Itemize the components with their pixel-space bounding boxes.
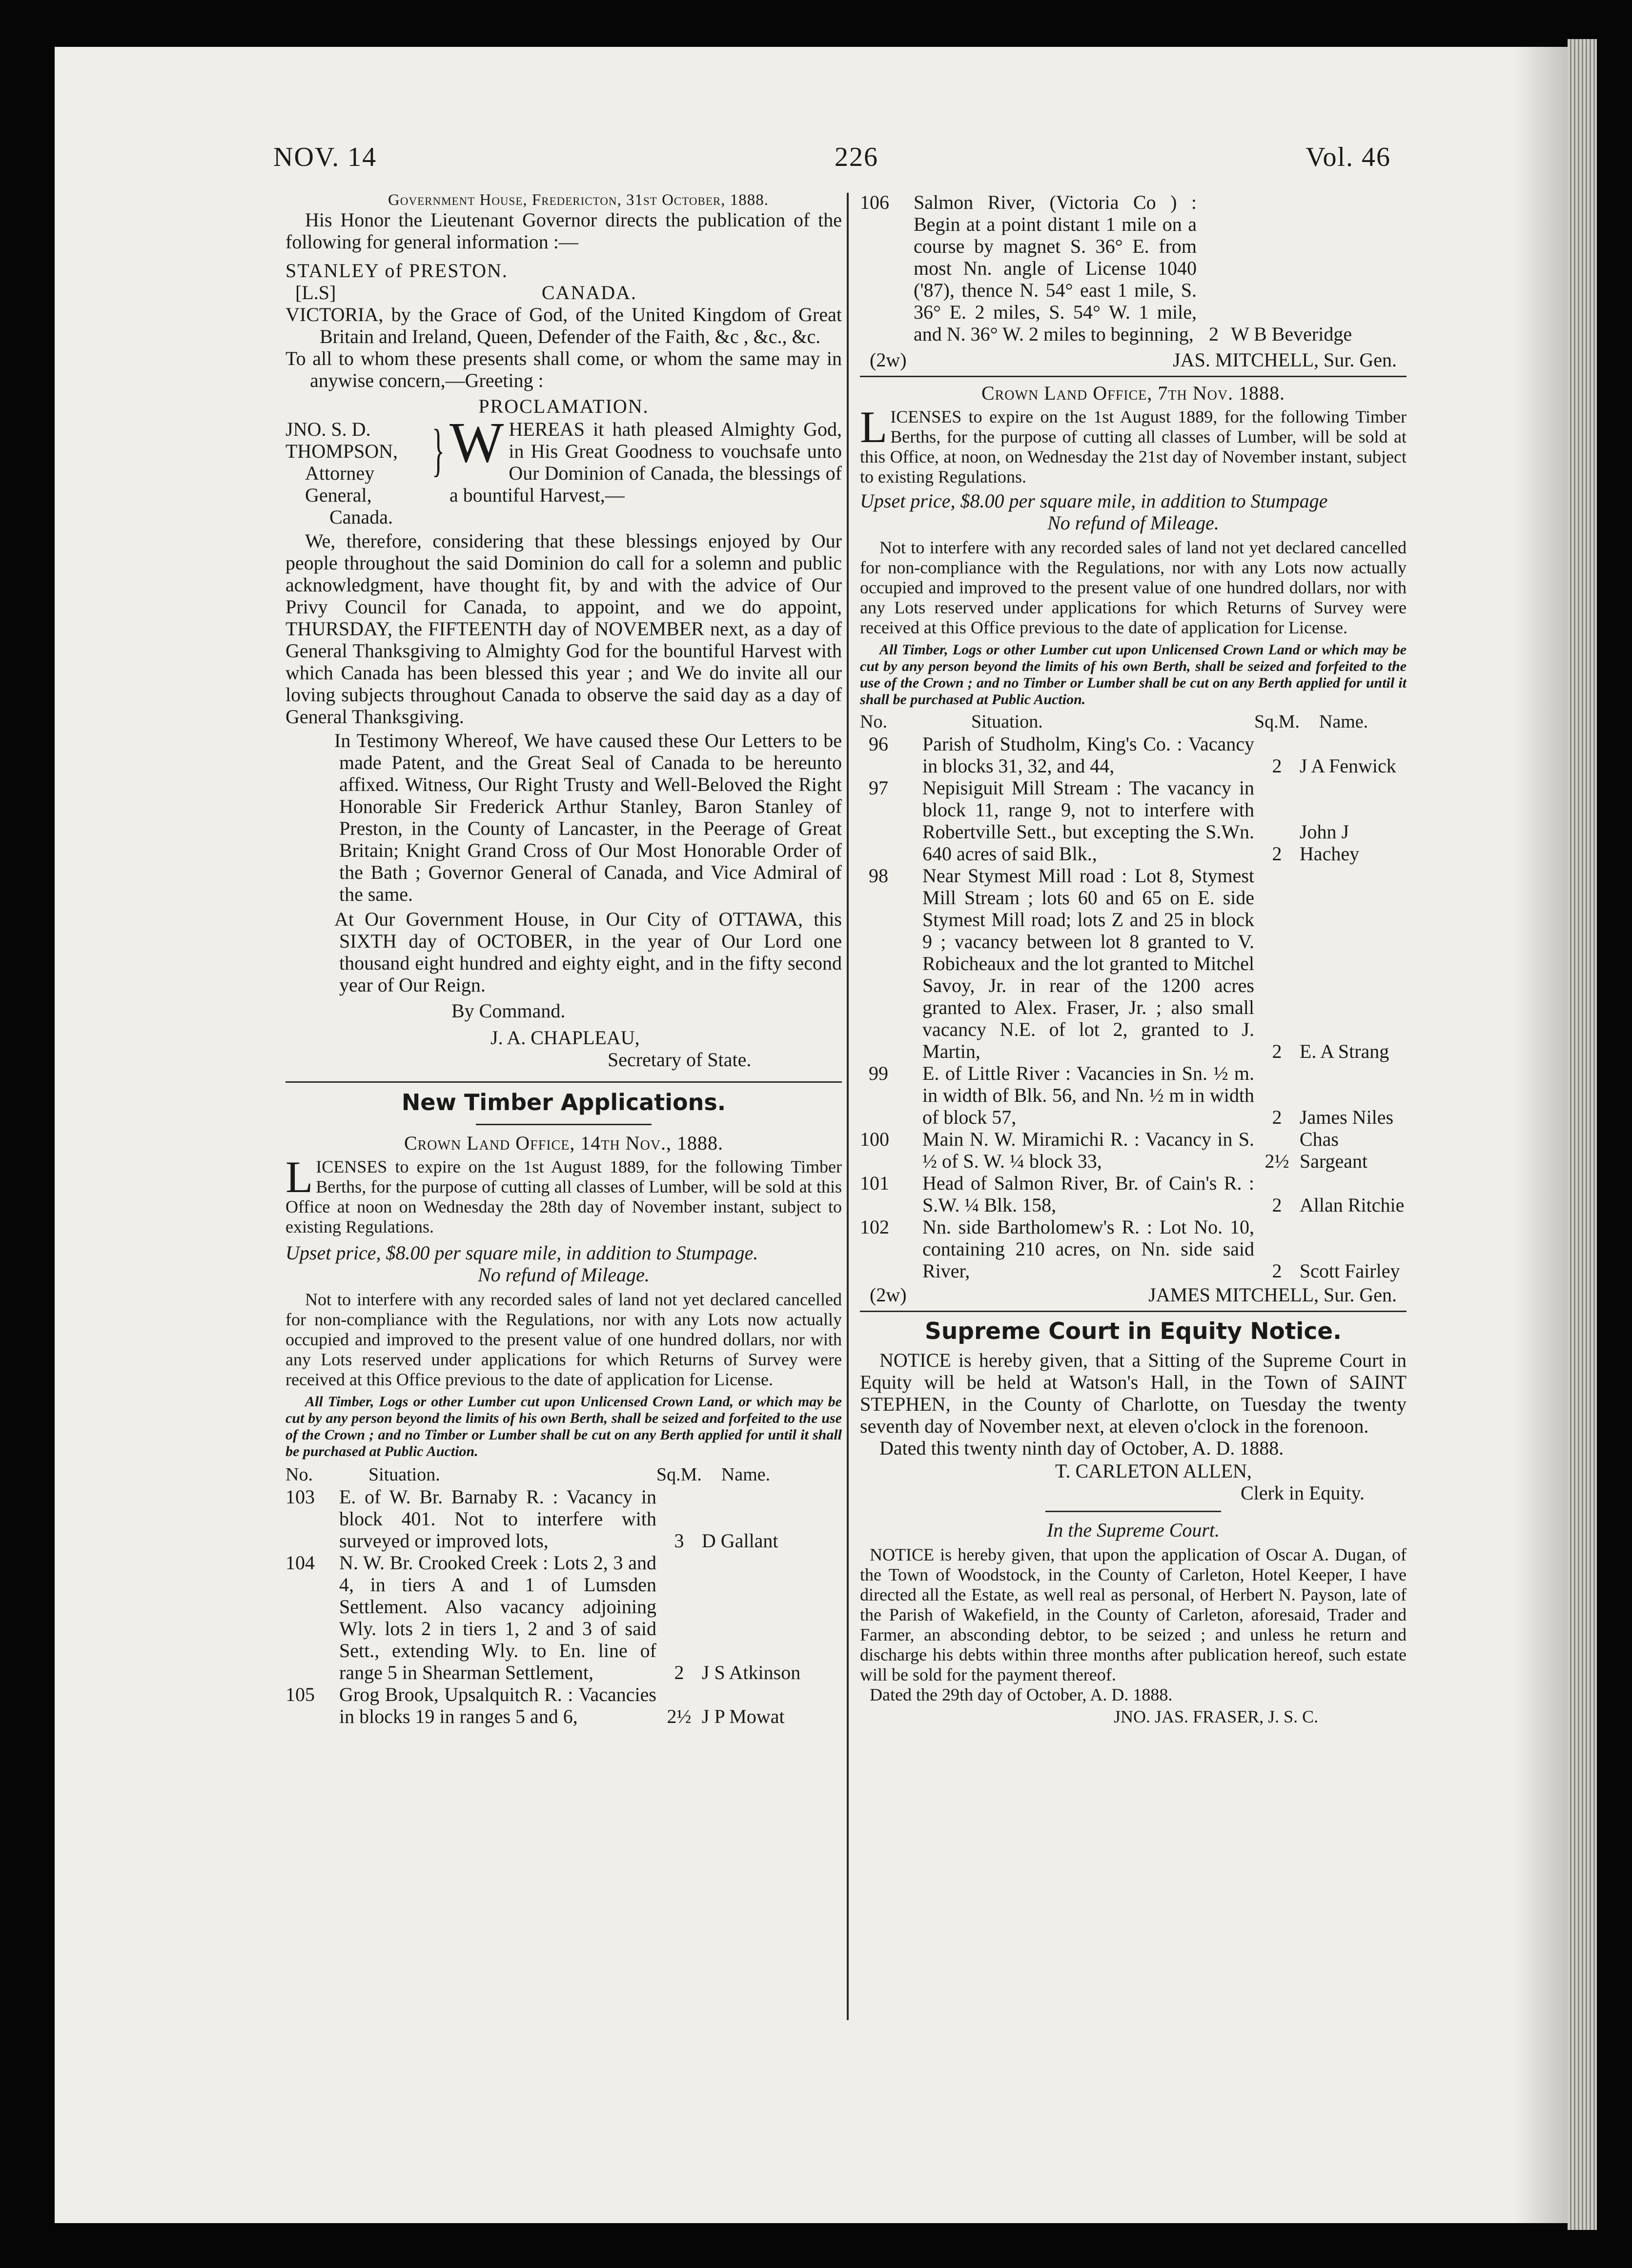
ls-canada-row xyxy=(286,282,637,304)
row-situation: Nn. side Bartholomew's R. : Lot No. 10, containing 210 acres, on Nn. side said River, xyxy=(922,1216,1254,1282)
right-column xyxy=(860,191,1407,1727)
attorney-title: Attorney General, xyxy=(305,462,375,506)
new-timber-no-refund: No refund of Mileage. xyxy=(478,1264,650,1286)
crown-licenses xyxy=(860,402,1407,487)
issue-date: NOV. 14 xyxy=(273,142,377,172)
table-row xyxy=(860,191,1407,345)
col-name: Name. xyxy=(1319,711,1368,732)
salmon-signature-row xyxy=(860,349,1407,371)
drop-cap-l: L xyxy=(286,1152,313,1202)
chapleau-name: J. A. CHAPLEAU, xyxy=(490,1027,640,1049)
table-row xyxy=(286,1486,842,1552)
crown-licenses-text: ICENSES to expire on the 1st August 1889, for the following Timber Berths, for the purpose of cutting all classes of Lumber, will be sold at this Office, at noon, on Wednesday the 21st day of November instant, subject to existing Regulations. xyxy=(860,407,1407,486)
short-rule xyxy=(1045,1511,1221,1512)
crown-no-refund: No refund of Mileage. xyxy=(1047,512,1219,534)
by-command: By Command. xyxy=(451,1000,566,1022)
row-name: J A Fenwick xyxy=(1299,755,1396,777)
row-sqm: 2 xyxy=(1272,755,1282,777)
testimony: In Testimony Whereof, We have caused these Our Letters to be made Patent, and the Great Seal of Canada to be hereunto affixed. Witness, Our Right Trusty and Well-Beloved the Right Honorable Sir Frederick Arthur Stanley, Baron Stanley of Preston, in the County of Lancaster, in the Peerage of Great Britain; Knight Grand Cross of Our Most Honorable Order of the Bath ; Governor General of Canada, and Vice Admiral of the same. xyxy=(334,729,842,905)
row-sqm: 3 xyxy=(674,1530,684,1552)
row-no: 102 xyxy=(860,1216,889,1238)
proclamation-intro: His Honor the Lieutenant Governor directs the publication of the following for general information :— xyxy=(286,209,842,253)
crown-signature-row xyxy=(860,1284,1407,1306)
row-situation: Parish of Studholm, King's Co. : Vacancy in blocks 31, 32, and 44, xyxy=(922,733,1254,777)
in-supreme-dated: Dated the 29th day of October, A. D. 1888. xyxy=(870,1685,1173,1704)
new-timber-licenses-text: ICENSES to expire on the 1st August 1889, for the following Timber Berths, for the purpose of cutting all classes of Lumber, will be sold at this Office at noon on Wednesday the 28th day of November instant, subject to existing Regulations. xyxy=(286,1157,842,1236)
drop-cap-w: W xyxy=(449,410,504,474)
short-rule xyxy=(476,1124,652,1125)
row-no: 96 xyxy=(869,733,888,755)
row-name: W B Beveridge xyxy=(1231,323,1352,345)
in-supreme-notice: NOTICE is hereby given, that upon the application of Oscar A. Dugan, of the Town of Woodstock, in the County of Carleton, Hotel Keeper, I have directed all the Estate, as well real as personal, of Herbert N. Payson, late of the Parish of Wakefield, in the County of Carleton, aforesaid, Trader and Farmer, an absconding debtor, to be seized ; and unless he return and discharge his debts within three months after publication hereof, such estate will be sold for the payment thereof. xyxy=(860,1545,1407,1684)
col-situation: Situation. xyxy=(368,1464,440,1485)
row-situation: N. W. Br. Crooked Creek : Lots 2, 3 and 4, in tiers A and 1 of Lumsden Settlement. Also vacancy adjoining Wly. lots 2 in tiers 1, 2 and 3 of said Sett., extending Wly. to En. line of range 5 in Shearman Settlement, xyxy=(339,1552,656,1683)
row-situation: Main N. W. Miramichi R. : Vacancy in S. ½ of S. W. ¼ block 33, xyxy=(922,1128,1254,1172)
page-number: 226 xyxy=(835,142,878,172)
col-situation: Situation. xyxy=(971,711,1043,732)
given-at: At Our Government House, in Our City of OTTAWA, this SIXTH day of OCTOBER, in the year of Our Lord one thousand eight hundred and eighty eight, and in the fifty second year of Our Reign. xyxy=(334,908,842,996)
new-timber-not-interfere: Not to interfere with any recorded sales of land not yet declared cancelled for non-compliance with the Regulations, nor with any Lots now actually occupied and improved to the present value of one hundred dollars, nor with any Lots reserved under applications for which Returns of Survey were received at this Office previous to the date of application for License. xyxy=(286,1290,842,1389)
row-no: 101 xyxy=(860,1172,889,1194)
whereas-block xyxy=(286,410,842,528)
supreme-dated: Dated this twenty ninth day of October, A. D. 1888. xyxy=(879,1437,1284,1459)
row-no: 99 xyxy=(869,1062,888,1084)
crown-table xyxy=(860,711,1407,1282)
row-no: 98 xyxy=(869,865,888,887)
new-timber-upset: Upset price, $8.00 per square mile, in addition to Stumpage. xyxy=(286,1242,758,1264)
table-header-row xyxy=(860,711,1407,733)
ls-mark: [L.S] xyxy=(295,282,336,304)
section-rule xyxy=(860,376,1407,377)
supreme-heading: Supreme Court in Equity Notice. xyxy=(925,1318,1342,1345)
row-no: 106 xyxy=(860,191,889,213)
mitchell-signature: JAS. MITCHELL, Sur. Gen. xyxy=(1173,349,1397,371)
stanley-of-preston: STANLEY of PRESTON. xyxy=(286,260,508,282)
table-row xyxy=(860,865,1407,1062)
crown-all-timber: All Timber, Logs or other Lumber cut upon Unlicensed Crown Land or which may be cut by any person beyond the limits of his own Berth, shall be seized and forfeited to the use of the Crown ; and no Timber or Lumber shall be cut on any Berth applied for until it shall be purchased at Public Auction. xyxy=(860,642,1407,708)
section-rule xyxy=(860,1311,1407,1312)
victoria-style: VICTORIA, by the Grace of God, of the United Kingdom of Great Britain and Ireland, Queen, Defender of the Faith, &c , &c., &c. xyxy=(286,304,842,347)
allen-title: Clerk in Equity. xyxy=(1241,1482,1365,1504)
col-no: No. xyxy=(860,711,887,732)
table-row xyxy=(286,1683,842,1727)
table-row xyxy=(286,1552,842,1683)
row-situation: Nepisiguit Mill Stream : The vacancy in block 11, range 9, not to interfere with Robertville Sett., but excepting the S.Wn. 640 acres of said Blk., xyxy=(922,777,1254,865)
left-column xyxy=(286,191,842,1727)
crown-not-interfere: Not to interfere with any recorded sales of land not yet declared cancelled for non-compliance with the Regulations, nor with any Lots now actually occupied and improved to the present value of one hundred dollars, nor with any Lots reserved under applications for which Returns of Survey were received at this Office previous to the date of application for License. xyxy=(860,538,1407,637)
row-no: 100 xyxy=(860,1128,889,1150)
row-sqm: 2 xyxy=(1272,1106,1282,1128)
page-edges xyxy=(1568,39,1597,2230)
fraser-signature: JNO. JAS. FRASER, J. S. C. xyxy=(1114,1707,1319,1726)
mitchell-signature: JAMES MITCHELL, Sur. Gen. xyxy=(1148,1284,1397,1306)
row-name: J P Mowat xyxy=(701,1705,785,1727)
proclamation-title: PROCLAMATION. xyxy=(478,395,649,417)
new-timber-heading: New Timber Applications. xyxy=(401,1089,726,1115)
new-timber-office-date: Crown Land Office, 14th Nov., 1888. xyxy=(404,1132,724,1154)
col-sqm: Sq.M. xyxy=(1254,711,1300,732)
row-name: Scott Fairley xyxy=(1299,1260,1400,1282)
crown-office-date: Crown Land Office, 7th Nov. 1888. xyxy=(981,382,1285,404)
section-rule xyxy=(286,1081,842,1083)
row-no: 103 xyxy=(286,1486,315,1508)
row-sqm: 2½ xyxy=(667,1705,692,1727)
canada-heading: CANADA. xyxy=(541,282,637,304)
new-timber-table xyxy=(286,1464,842,1727)
brace-glyph: } xyxy=(432,417,445,482)
insertion-tag: (2w) xyxy=(870,1284,907,1306)
table-row xyxy=(860,1128,1407,1172)
row-name: Chas Sargeant xyxy=(1299,1128,1368,1172)
attorney-name: JNO. S. D. THOMPSON, xyxy=(286,418,398,462)
row-sqm: 2½ xyxy=(1265,1150,1289,1172)
table-row xyxy=(860,1172,1407,1216)
allen-name: T. CARLETON ALLEN, xyxy=(1055,1460,1252,1482)
salmon-table xyxy=(860,191,1407,345)
proclamation-dateline: Government House, Fredericton, 31st October, 1888. xyxy=(388,191,769,209)
whereas-body: HEREAS it hath pleased Almighty God, in His Great Goodness to vouchsafe unto Our Dominion of Canada, the blessings of a bountiful Harvest,— xyxy=(449,418,842,506)
we-therefore: We, therefore, considering that these blessings enjoyed by Our people throughout the said Dominion do call for a solemn and public acknowledgment, have thought fit, by and with the advice of Our Privy Council for Canada, to appoint, and we do appoint, THURSDAY, the FIFTEENTH day of NOVEMBER next, as a day of General Thanksgiving to Almighty God for the bountiful Harvest with which Canada has been blessed this year ; and We do invite all our loving subjects throughout Canada to observe the said day as a day of General Thanksgiving. xyxy=(286,530,842,728)
table-header-row xyxy=(286,1464,842,1486)
row-name: James Niles xyxy=(1299,1106,1394,1128)
table-row xyxy=(860,777,1407,865)
row-situation: Near Stymest Mill road : Lot 8, Stymest Mill Stream ; lots 60 and 65 on E. side Stymest Mill road; lots Z and 25 in block 9 ; vacancy between lot 8 granted to V. Robicheaux and the lot granted to Mitchel Savoy, Jr. in rear of the 1200 acres granted to Alex. Fraser, Jr. ; also small vacancy N.E. of lot 2, granted to J. Martin, xyxy=(922,865,1254,1062)
row-situation: E. of W. Br. Barnaby R. : Vacancy in block 401. Not to interfere with surveyed or improved lots, xyxy=(339,1486,656,1552)
supreme-notice: NOTICE is hereby given, that a Sitting of the Supreme Court in Equity will be held at Watson's Hall, in the Town of SAINT STEPHEN, in the County of Charlotte, on Tuesday the twenty seventh day of November next, at eleven o'clock in the forenoon. xyxy=(860,1349,1407,1437)
col-sqm: Sq.M. xyxy=(656,1464,702,1485)
row-sqm: 2 xyxy=(1272,843,1282,865)
attorney-signature xyxy=(286,418,432,528)
running-head xyxy=(273,142,1391,176)
row-sqm: 2 xyxy=(1272,1194,1282,1216)
crown-upset: Upset price, $8.00 per square mile, in addition to Stumpage xyxy=(860,490,1328,512)
whereas-text xyxy=(449,410,842,528)
row-no: 104 xyxy=(286,1552,315,1574)
row-name: Allan Ritchie xyxy=(1299,1194,1405,1216)
table-row xyxy=(860,733,1407,777)
row-name: E. A Strang xyxy=(1299,1040,1389,1062)
row-situation: E. of Little River : Vacancies in Sn. ½ m. in width of Blk. 56, and Nn. ½ m in width of block 57, xyxy=(922,1062,1254,1128)
row-sqm: 2 xyxy=(1272,1260,1282,1282)
col-name: Name. xyxy=(721,1464,771,1485)
row-sqm: 2 xyxy=(1272,1040,1282,1062)
row-sqm: 2 xyxy=(674,1661,684,1683)
table-row xyxy=(860,1216,1407,1282)
row-situation: Grog Brook, Upsalquitch R. : Vacancies in blocks 19 in ranges 5 and 6, xyxy=(339,1683,656,1727)
in-supreme-heading: In the Supreme Court. xyxy=(1046,1519,1220,1541)
insertion-tag: (2w) xyxy=(870,349,907,371)
chapleau-title: Secretary of State. xyxy=(608,1049,752,1071)
volume-number: Vol. 46 xyxy=(1306,142,1391,172)
attorney-country: Canada. xyxy=(329,506,393,528)
row-name: J S Atkinson xyxy=(701,1661,801,1683)
new-timber-all-timber: All Timber, Logs or other Lumber cut upon Unlicensed Crown Land, or which may be cut by any person beyond the limits of his own Berth, shall be seized and forfeited to the use of the Crown ; and no Timber or Lumber shall be cut on any Berth applied for until it shall be purchased at Public Auction. xyxy=(286,1394,842,1459)
row-name: John J Hachey xyxy=(1299,821,1360,865)
table-row xyxy=(860,1062,1407,1128)
row-situation: Salmon River, (Victoria Co ) : Begin at a point distant 1 mile on a course by magnet S. 36° E. from most Nn. angle of License 1040 ('87), thence N. 54° east 1 mile, S. 36° E. 2 miles, S. 54° W. 1 mile, and N. 36° W. 2 miles to beginning, xyxy=(914,191,1197,345)
new-timber-licenses xyxy=(286,1152,842,1237)
row-sqm: 2 xyxy=(1209,323,1219,345)
row-no: 105 xyxy=(286,1683,315,1705)
drop-cap-l: L xyxy=(860,402,888,452)
column-rule xyxy=(847,193,849,2020)
col-no: No. xyxy=(286,1464,313,1485)
greeting: To all to whom these presents shall come, or whom the same may in anywise concern,—Greeting : xyxy=(286,347,842,391)
row-name: D Gallant xyxy=(701,1530,778,1552)
row-situation: Head of Salmon River, Br. of Cain's R. : S.W. ¼ Blk. 158, xyxy=(922,1172,1254,1216)
row-no: 97 xyxy=(869,777,888,799)
